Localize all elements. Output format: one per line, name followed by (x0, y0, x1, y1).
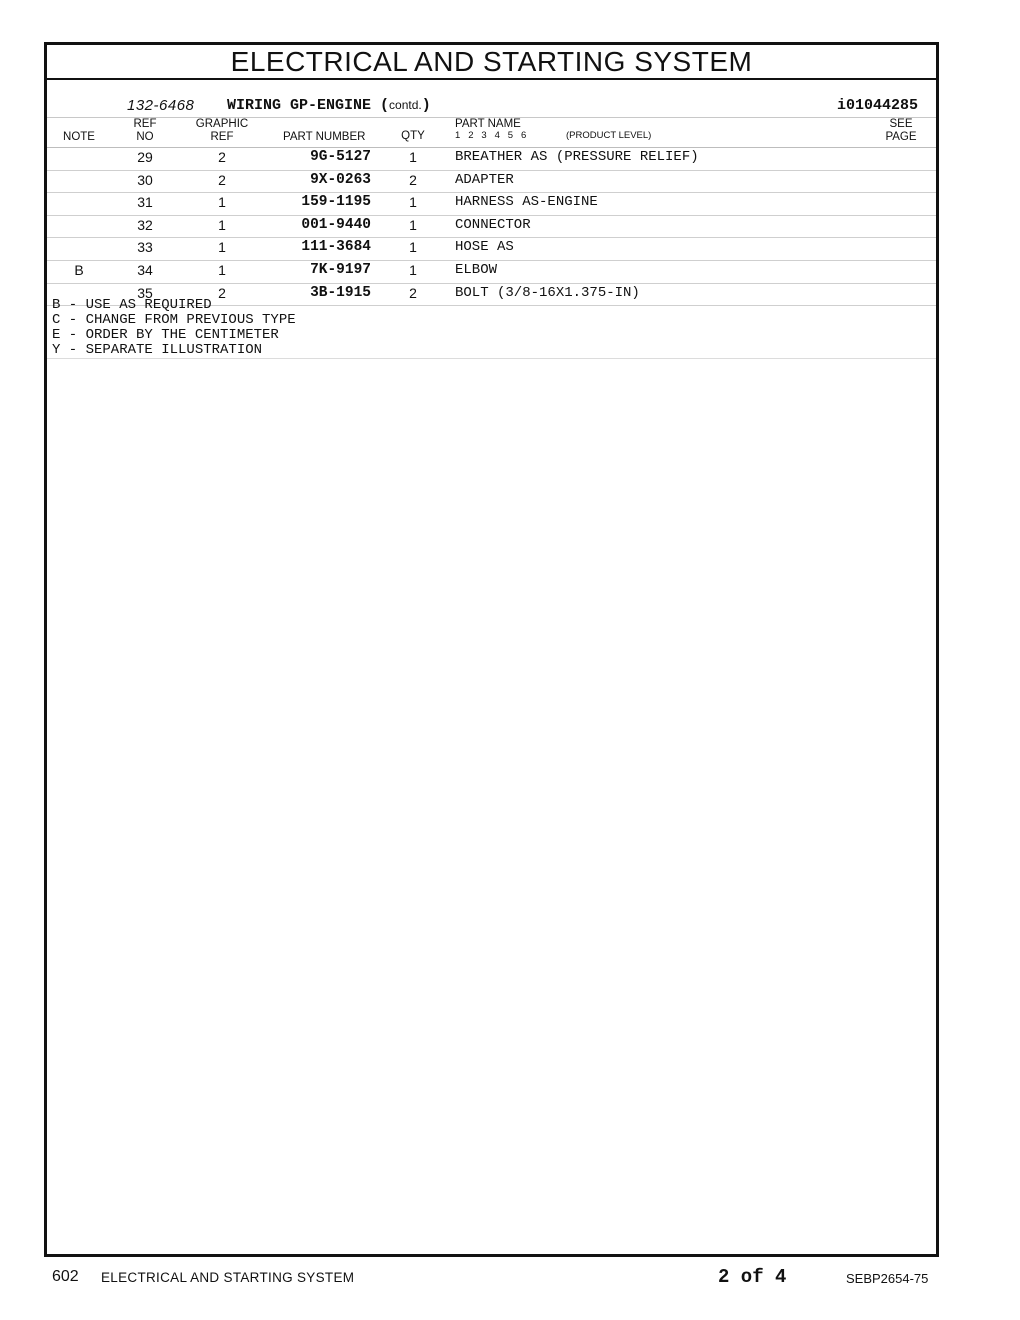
row-ref: 33 (137, 239, 153, 256)
header-part-name: PART NAME (455, 118, 521, 130)
row-ref: 35 (137, 284, 153, 301)
row-qty: 1 (409, 239, 417, 256)
notes-legend (52, 298, 296, 358)
header-qty: QTY (401, 130, 425, 142)
row-qty: 2 (409, 284, 417, 301)
group-name-text: WIRING GP-ENGINE (227, 97, 372, 114)
row-qty: 1 (409, 149, 417, 165)
group-contd: contd. (389, 98, 422, 112)
header-ref-bottom: NO (136, 131, 154, 143)
footer-page-number: 602 (52, 1268, 79, 1285)
page-title: ELECTRICAL AND STARTING SYSTEM (47, 45, 936, 80)
header-note: NOTE (63, 131, 95, 143)
row-graphic-ref: 1 (218, 194, 226, 211)
row-part-number: 7K-9197 (310, 261, 371, 278)
row-graphic-ref: 1 (218, 239, 226, 256)
row-qty: 1 (409, 261, 417, 278)
row-part-name: HARNESS AS-ENGINE (455, 194, 598, 211)
row-part-number: 9G-5127 (310, 149, 371, 165)
group-number: 132-6468 (127, 97, 195, 114)
table-row (47, 148, 936, 171)
illustration-id: i01044285 (836, 97, 918, 114)
note-line: B - USE AS REQUIRED (52, 297, 212, 313)
row-part-number: 9X-0263 (310, 171, 371, 188)
header-part-number: PART NUMBER (283, 131, 366, 143)
footer-document-id: SEBP2654-75 (846, 1271, 929, 1286)
row-graphic-ref: 2 (218, 284, 226, 301)
table-row (47, 193, 936, 216)
row-ref: 31 (137, 194, 153, 211)
notes-bottom-rule (47, 358, 936, 359)
note-line: E - ORDER BY THE CENTIMETER (52, 327, 279, 343)
page-frame (44, 42, 939, 1257)
row-graphic-ref: 1 (218, 216, 226, 233)
row-qty: 1 (409, 194, 417, 211)
row-graphic-ref: 1 (218, 261, 226, 278)
row-part-name: ADAPTER (455, 171, 514, 188)
row-qty: 2 (409, 171, 417, 188)
header-see-bottom: PAGE (885, 131, 917, 143)
header-graphic-top: GRAPHIC (195, 118, 249, 130)
row-part-name: HOSE AS (455, 239, 514, 256)
group-header (47, 97, 936, 117)
row-part-name: CONNECTOR (455, 216, 531, 233)
row-qty: 1 (409, 216, 417, 233)
footer-section-title: ELECTRICAL AND STARTING SYSTEM (101, 1270, 355, 1285)
row-part-number: 111-3684 (301, 239, 371, 256)
row-part-name: BREATHER AS (PRESSURE RELIEF) (455, 149, 699, 165)
row-ref: 29 (137, 149, 153, 165)
row-graphic-ref: 2 (218, 171, 226, 188)
group-name: WIRING GP-ENGINE (contd.) (227, 97, 431, 114)
row-ref: 34 (137, 261, 153, 278)
note-line: C - CHANGE FROM PREVIOUS TYPE (52, 312, 296, 328)
footer-page-of: 2 of 4 (718, 1266, 787, 1288)
page-footer (0, 1262, 1020, 1292)
row-part-name: BOLT (3/8-16X1.375-IN) (455, 284, 640, 301)
row-part-name: ELBOW (455, 261, 498, 278)
header-product-level: (PRODUCT LEVEL) (566, 130, 652, 141)
row-graphic-ref: 2 (218, 149, 226, 165)
row-ref: 30 (137, 171, 153, 188)
header-graphic-bottom: REF (210, 131, 234, 143)
header-ref-top: REF (133, 118, 157, 130)
row-note: B (74, 261, 84, 278)
row-part-number: 3B-1915 (310, 284, 371, 301)
row-part-number: 001-9440 (301, 216, 371, 233)
row-ref: 32 (137, 216, 153, 233)
parts-table (47, 148, 936, 306)
header-see-top: SEE (889, 118, 913, 130)
table-row (47, 238, 936, 261)
table-row (47, 216, 936, 239)
note-line: Y - SEPARATE ILLUSTRATION (52, 342, 263, 358)
table-row (47, 261, 936, 284)
column-headers (47, 117, 936, 147)
row-part-number: 159-1195 (301, 194, 371, 211)
header-levels: 1 2 3 4 5 6 (455, 130, 527, 141)
table-row (47, 171, 936, 194)
